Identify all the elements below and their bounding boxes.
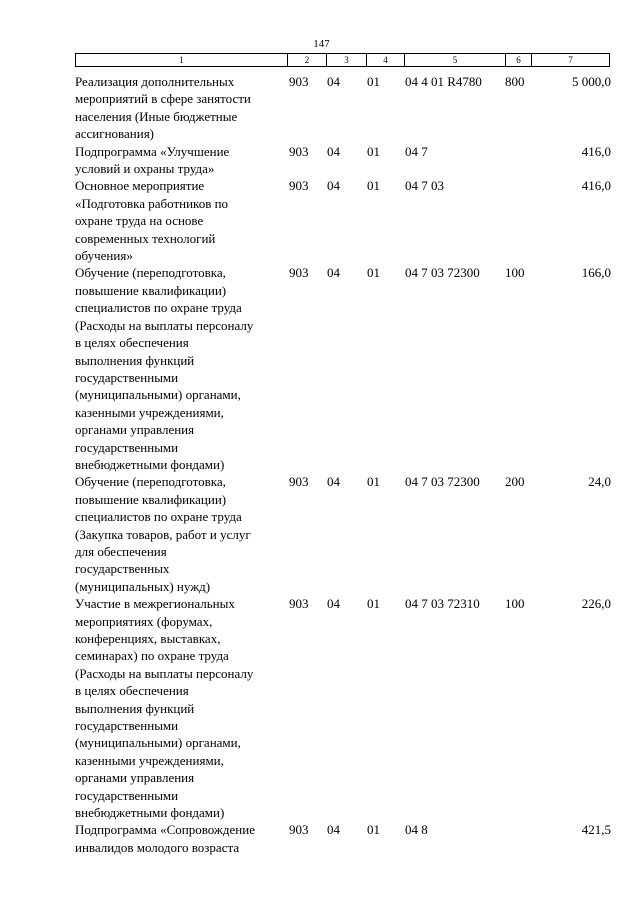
row-subsection-code: 01 (367, 74, 380, 89)
table-row (75, 473, 611, 595)
row-expense-type: 200 (505, 474, 525, 490)
column-header-5: 5 (405, 54, 506, 67)
row-expense-type: 100 (505, 596, 525, 612)
row-name (75, 73, 289, 143)
row-name-line: ассигнования) (75, 126, 155, 142)
row-amount: 226,0 (581, 596, 611, 612)
row-target-article: 04 4 01 R4780 (405, 74, 482, 89)
table-row (75, 143, 611, 178)
row-name-line: государственными (75, 787, 179, 803)
row-subsection-code: 01 (367, 474, 380, 490)
row-name-line: инвалидов молодого возраста (75, 839, 240, 855)
row-name-line: в целях обеспечения (75, 683, 189, 699)
row-name-line: специалистов по охране труда (75, 300, 242, 316)
row-subsection-code: 01 (367, 143, 380, 159)
row-name (75, 264, 289, 473)
table-row (75, 73, 611, 143)
row-section-code: 04 (327, 143, 340, 159)
row-section-code: 04 (327, 74, 340, 89)
row-name-line: (муниципальных) нужд) (75, 578, 211, 594)
column-header-6: 6 (506, 54, 532, 67)
row-amount: 166,0 (581, 265, 611, 281)
row-name-line: (Закупка товаров, работ и услуг (75, 526, 251, 542)
row-name-line: Подпрограмма «Улучшение (75, 143, 230, 159)
row-target-article: 04 7 (405, 143, 428, 159)
row-admin-code: 903 (289, 178, 309, 194)
row-name-line: внебюджетными фондами) (75, 456, 225, 472)
row-admin-code: 903 (289, 474, 309, 490)
row-expense-type (505, 821, 543, 856)
table-row (75, 821, 611, 856)
row-admin-code: 903 (289, 74, 309, 89)
row-name-line: охране труда на основе (75, 213, 204, 229)
row-amount: 421,5 (581, 822, 611, 838)
column-header-7: 7 (532, 54, 610, 67)
row-name-line: (муниципальными) органами, (75, 387, 241, 403)
row-name-line: государственными (75, 369, 179, 385)
row-name-line: Основное мероприятие (75, 178, 205, 194)
column-header-1: 1 (76, 54, 288, 67)
row-name-line: Участие в межрегиональных (75, 596, 235, 612)
row-name-line: (Расходы на выплаты персоналу (75, 665, 254, 681)
row-name-line: Обучение (переподготовка, (75, 474, 226, 490)
row-section-code: 04 (327, 474, 340, 490)
row-amount: 24,0 (588, 474, 611, 490)
row-name-line: (Расходы на выплаты персоналу (75, 317, 254, 333)
row-name-line: государственными (75, 718, 179, 734)
row-name-line: специалистов по охране труда (75, 509, 242, 525)
column-header-table (75, 53, 610, 67)
row-name (75, 595, 289, 821)
row-admin-code: 903 (289, 143, 309, 159)
table-row (75, 264, 611, 473)
row-name-line: для обеспечения (75, 543, 167, 559)
row-amount: 416,0 (581, 178, 611, 194)
table-row (75, 595, 611, 821)
row-name-line: Обучение (переподготовка, (75, 265, 226, 281)
row-name-line: повышение квалификации) (75, 491, 227, 507)
row-target-article: 04 8 (405, 822, 428, 838)
row-name-line: выполнения функций (75, 700, 195, 716)
page-number: 147 (313, 38, 330, 50)
row-target-article: 04 7 03 (405, 178, 444, 194)
row-name (75, 473, 289, 595)
row-name-line: конференциях, выставках, (75, 631, 221, 646)
column-header-row (76, 54, 610, 67)
row-name-line: органами управления (75, 422, 195, 438)
row-name-line: выполнения функций (75, 352, 195, 368)
budget-table (75, 73, 611, 856)
row-name-line: повышение квалификации) (75, 282, 227, 298)
row-name-line: современных технологий (75, 230, 216, 246)
row-section-code: 04 (327, 178, 340, 194)
row-name-line: казенными учреждениями, (75, 752, 224, 768)
row-expense-type (505, 177, 543, 264)
row-name-line: Подпрограмма «Сопровождение (75, 822, 255, 838)
row-name-line: мероприятиях (форумах, (75, 613, 213, 629)
row-section-code: 04 (327, 822, 340, 838)
row-name-line: семинарах) по охране труда (75, 648, 229, 664)
table-row (75, 177, 611, 264)
row-name-line: государственными (75, 439, 179, 455)
row-target-article: 04 7 03 72300 (405, 474, 480, 490)
row-subsection-code: 01 (367, 596, 380, 612)
row-target-article: 04 7 03 72300 (405, 265, 480, 281)
row-expense-type (505, 143, 543, 178)
row-amount: 416,0 (581, 143, 611, 159)
row-name-line: казенными учреждениями, (75, 404, 224, 420)
row-name-line: государственных (75, 561, 170, 577)
row-name-line: условий и охраны труда» (75, 161, 215, 177)
row-name-line: Реализация дополнительных (75, 74, 235, 89)
row-name-line: обучения» (75, 248, 133, 264)
row-admin-code: 903 (289, 265, 309, 281)
row-amount: 5 000,0 (572, 74, 611, 89)
row-name-line: внебюджетными фондами) (75, 805, 225, 821)
column-header-3: 3 (327, 54, 367, 67)
row-name-line: мероприятий в сфере занятости (75, 91, 251, 107)
row-name-line: органами управления (75, 770, 195, 786)
row-section-code: 04 (327, 596, 340, 612)
column-header-4: 4 (367, 54, 405, 67)
row-name-line: «Подготовка работников по (75, 195, 229, 211)
row-name-line: в целях обеспечения (75, 335, 189, 351)
row-subsection-code: 01 (367, 178, 380, 194)
row-name (75, 143, 289, 178)
column-header-2: 2 (288, 54, 327, 67)
row-name-line: (муниципальными) органами, (75, 735, 241, 751)
row-name (75, 821, 289, 856)
row-target-article: 04 7 03 72310 (405, 596, 480, 612)
row-expense-type: 100 (505, 265, 525, 281)
row-admin-code: 903 (289, 596, 309, 612)
row-section-code: 04 (327, 265, 340, 281)
row-subsection-code: 01 (367, 265, 380, 281)
row-admin-code: 903 (289, 822, 309, 838)
row-subsection-code: 01 (367, 822, 380, 838)
row-name (75, 177, 289, 264)
row-expense-type: 800 (505, 74, 525, 89)
row-name-line: населения (Иные бюджетные (75, 108, 238, 124)
